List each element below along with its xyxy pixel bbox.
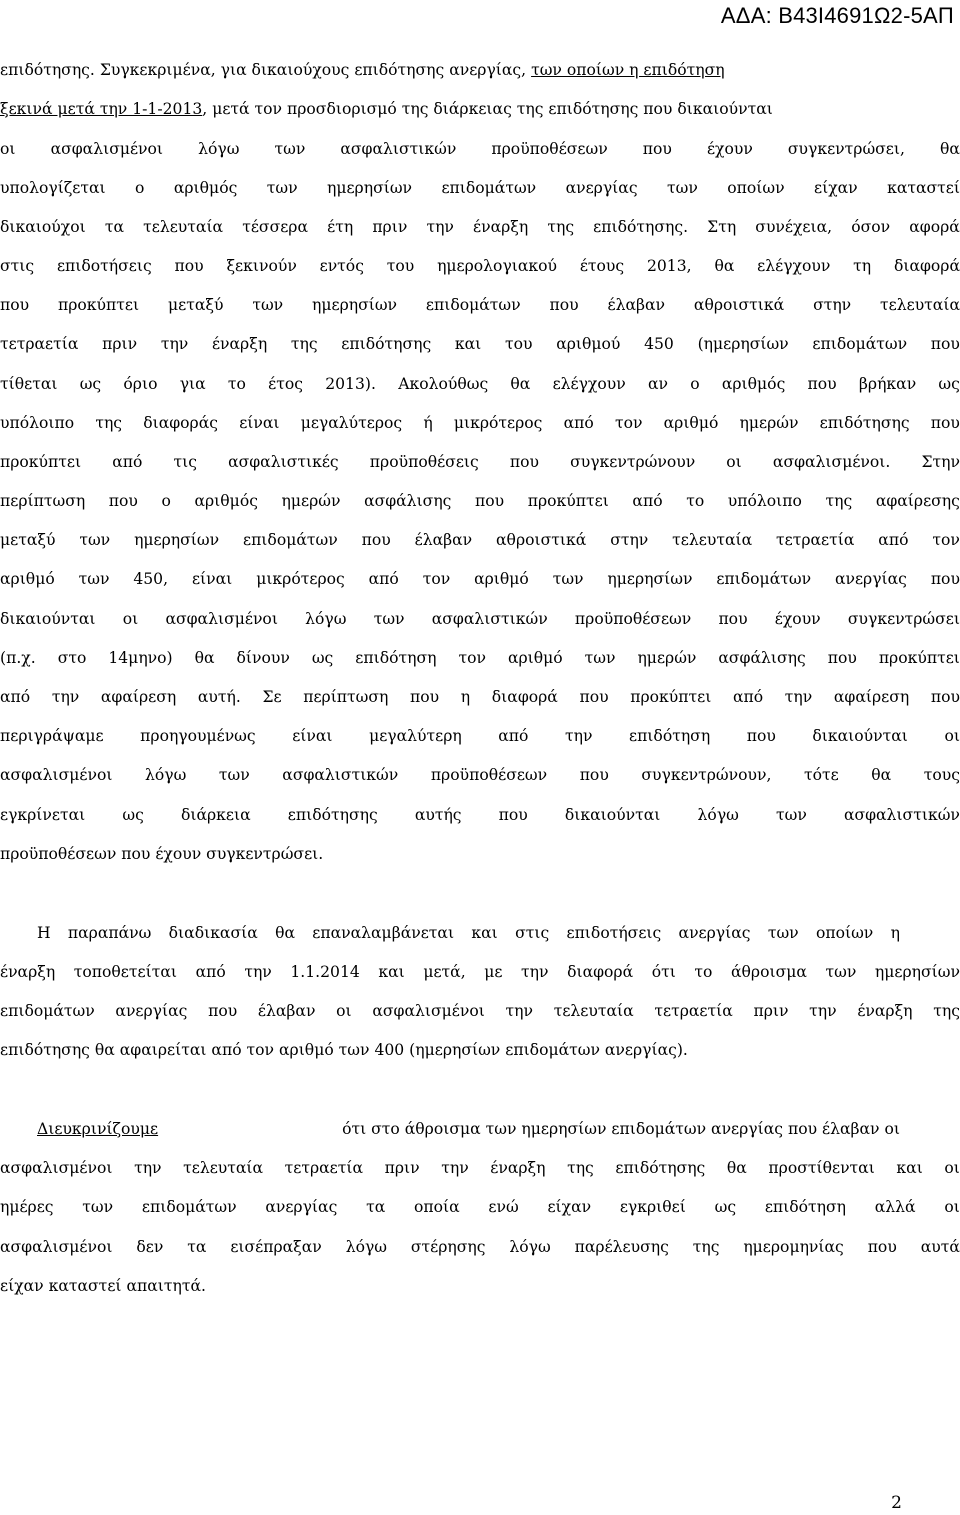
underlined-text: των οποίων η επιδότηση	[531, 61, 725, 79]
p1-line-15: δικαιούνται οι ασφαλισμένοι λόγω των ασφαλιστικών προϋποθέσεων που έχουν συγκεντρώσει	[0, 610, 960, 628]
p1-line-16: (π.χ. στο 14μηνο) θα δίνουν ως επιδότηση τον αριθμό των ημερών ασφάλισης που προκύπτει	[0, 649, 960, 667]
p1-line-6: στις επιδοτήσεις που ξεκινούν εντός του ημερολογιακού έτους 2013, θα ελέγχουν τη διαφορά	[0, 257, 960, 275]
p1-line-17: από την αφαίρεση αυτή. Σε περίπτωση που η διαφορά που προκύπτει από την αφαίρεση που	[0, 688, 960, 706]
p1-line-13: μεταξύ των ημερησίων επιδομάτων που έλαβαν αθροιστικά στην τελευταία τετραετία από τον	[0, 531, 960, 549]
p2-line-1: Η παραπάνω διαδικασία θα επαναλαμβάνεται και στις επιδοτήσεις ανεργίας των οποίων η	[37, 924, 900, 942]
p1-line-21: προϋποθέσεων που έχουν συγκεντρώσει.	[0, 845, 324, 863]
p3-line-5: είχαν καταστεί απαιτητά.	[0, 1277, 206, 1295]
p2-line-2: έναρξη τοποθετείται από την 1.1.2014 και μετά, με την διαφορά ότι το άθροισμα των ημερησίων	[0, 963, 960, 981]
p3-line-4: ασφαλισμένοι δεν τα εισέπραξαν λόγω στέρησης λόγω παρέλευσης της ημερομηνίας που αυτά	[0, 1238, 960, 1256]
p1-line-14: αριθμό των 450, είναι μικρότερος από τον αριθμό των ημερησίων επιδομάτων ανεργίας που	[0, 570, 960, 588]
underlined-text: ξεκινά μετά την 1-1-2013	[0, 100, 203, 118]
p1-line-1: επιδότησης. Συγκεκριμένα, για δικαιούχους επιδότησης ανεργίας, των οποίων η επιδότηση	[0, 61, 725, 79]
p1-line-12: περίπτωση που ο αριθμός ημερών ασφάλισης που προκύπτει από το υπόλοιπο της αφαίρεσης	[0, 492, 960, 510]
p1-line-10: υπόλοιπο της διαφοράς είναι μεγαλύτερος ή μικρότερος από τον αριθμό ημερών επιδότησης που	[0, 414, 960, 432]
page-number: 2	[891, 1493, 902, 1513]
underlined-text: Διευκρινίζουμε	[37, 1120, 159, 1138]
p2-line-3: επιδομάτων ανεργίας που έλαβαν οι ασφαλισμένοι την τελευταία τετραετία πριν την έναρξη της	[0, 1002, 960, 1020]
p1-line-19: ασφαλισμένοι λόγω των ασφαλιστικών προϋποθέσεων που συγκεντρώνουν, τότε θα τους	[0, 766, 960, 784]
p1-line-2: ξεκινά μετά την 1-1-2013, μετά τον προσδιορισμό της διάρκειας της επιδότησης που δικαιούνται	[0, 100, 773, 118]
p1-line-4: υπολογίζεται ο αριθμός των ημερησίων επιδομάτων ανεργίας των οποίων είχαν καταστεί	[0, 179, 960, 197]
p1-line-20: εγκρίνεται ως διάρκεια επιδότησης αυτής που δικαιούνται λόγω των ασφαλιστικών	[0, 806, 960, 824]
p1-line-11: προκύπτει από τις ασφαλιστικές προϋποθέσεις που συγκεντρώνουν οι ασφαλισμένοι. Στην	[0, 453, 960, 471]
p3-line-2: ασφαλισμένοι την τελευταία τετραετία πριν την έναρξη της επιδότησης θα προστίθενται και οι	[0, 1159, 960, 1177]
p1-line-8: τετραετία πριν την έναρξη της επιδότησης και του αριθμού 450 (ημερησίων επιδομάτων που	[0, 335, 960, 353]
p1-line-7: που προκύπτει μεταξύ των ημερησίων επιδομάτων που έλαβαν αθροιστικά στην τελευταία	[0, 296, 960, 314]
p2-line-4: επιδότησης θα αφαιρείται από τον αριθμό των 400 (ημερησίων επιδομάτων ανεργίας).	[0, 1041, 688, 1059]
ada-header-code: ΑΔΑ: Β43Ι4691Ω2-5ΑΠ	[720, 3, 954, 28]
p1-line-3: οι ασφαλισμένοι λόγω των ασφαλιστικών προϋποθέσεων που έχουν συγκεντρώσει, θα	[0, 140, 960, 158]
p1-line-18: περιγράψαμε προηγουμένως είναι μεγαλύτερη από την επιδότηση που δικαιούνται οι	[0, 727, 960, 745]
p1-line-9: τίθεται ως όριο για το έτος 2013). Ακολούθως θα ελέγχουν αν ο αριθμός που βρήκαν ως	[0, 375, 960, 393]
p3-line-1: Διευκρινίζουμε ότι στο άθροισμα των ημερησίων επιδομάτων ανεργίας που έλαβαν οι	[37, 1120, 900, 1138]
p1-line-5: δικαιούχοι τα τελευταία τέσσερα έτη πριν την έναρξη της επιδότησης. Στη συνέχεια, όσον αφορά	[0, 218, 960, 236]
p3-line-3: ημέρες των επιδομάτων ανεργίας τα οποία ενώ είχαν εγκριθεί ως επιδότηση αλλά οι	[0, 1198, 960, 1216]
